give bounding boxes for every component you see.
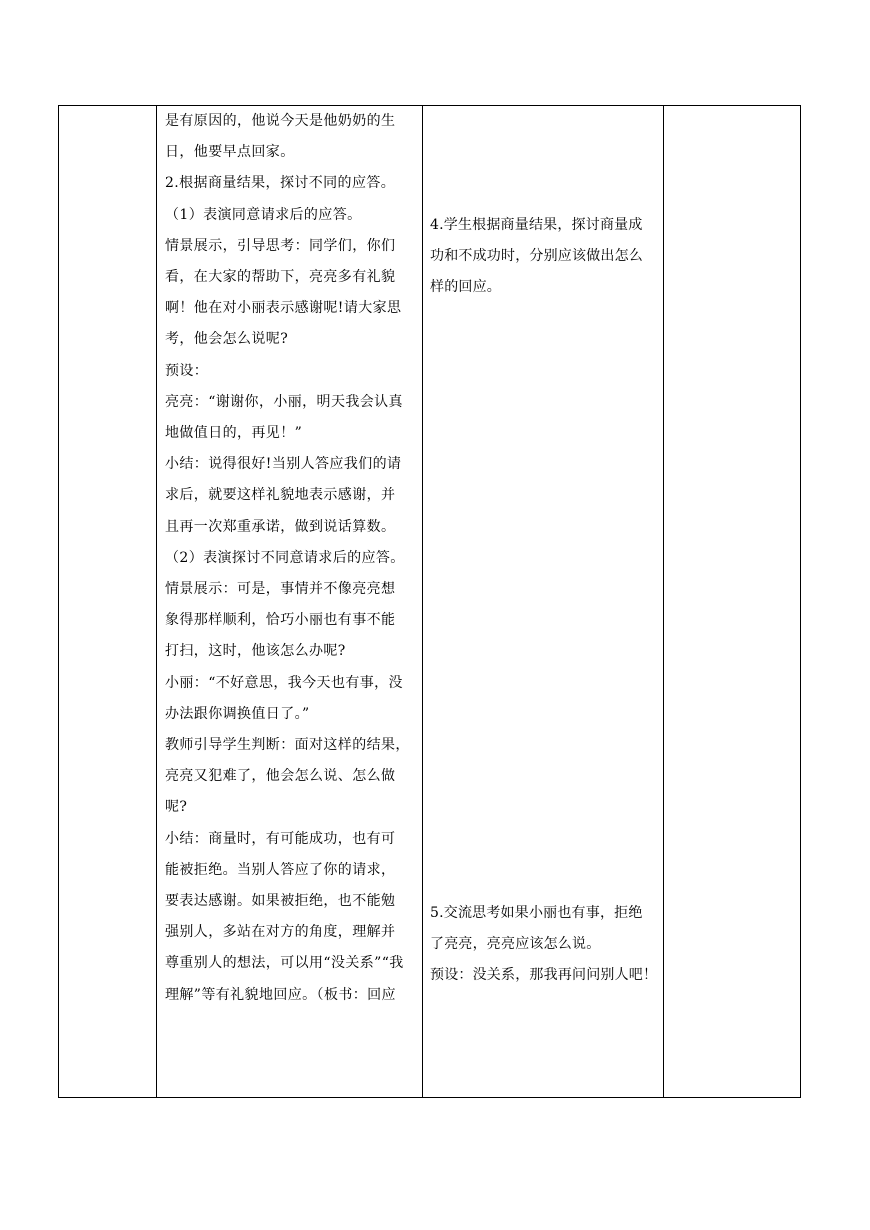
student-activity-text [423, 106, 663, 1096]
text-line: 办法跟你调换值日了。” [165, 705, 310, 722]
text-line: 情景展示：可是，事情并不像亮亮想 [165, 581, 396, 598]
text-line: 亮亮又犯难了，他会怎么说、怎么做 [165, 768, 396, 785]
text-line: 是有原因的，他说今天是他奶奶的生 [165, 113, 396, 129]
text-line: 考，他会怎么说呢? [165, 331, 289, 348]
text-line: 呢? [165, 799, 188, 816]
text-line: 小结：商量时，有可能成功，也有可 [165, 830, 396, 847]
text-line: 小丽：“不好意思，我今天也有事，没 [165, 674, 403, 691]
text-line: 能被拒绝。当别人答应了你的请求， [165, 861, 396, 878]
design-intent-cell [664, 106, 801, 1098]
text-line: 尊重别人的想法，可以用“没关系”“我 [165, 955, 404, 972]
lesson-plan-table [58, 105, 801, 1098]
text-line: 求后，就要这样礼貌地表示感谢，并 [165, 487, 396, 504]
text-line: 打扫，这时，他该怎么办呢? [165, 643, 346, 660]
text-line: 2.根据商量结果，探讨不同的应答。 [165, 175, 396, 192]
text-line: 日，他要早点回家。 [165, 144, 295, 161]
text-line: 要表达感谢。如果被拒绝，也不能勉 [165, 893, 396, 910]
text-line: （1）表演同意请求后的应答。 [165, 206, 362, 223]
student-step-5 [430, 898, 659, 992]
text-line: 象得那样顺利，恰巧小丽也有事不能 [165, 612, 396, 629]
teacher-activity-cell [157, 106, 423, 1098]
text-line: 了亮亮，亮亮应该怎么说。 [430, 936, 601, 953]
text-line: （2）表演探讨不同意请求后的应答。 [165, 549, 405, 566]
teacher-activity-text [157, 106, 422, 1011]
text-line: 理解”等有礼貌地回应。（板书：回应 [165, 986, 396, 1003]
student-activity-cell [423, 106, 664, 1098]
table-row [59, 106, 801, 1098]
text-line: 情景展示，引导思考：同学们，你们 [165, 237, 396, 254]
text-line: 5.交流思考如果小丽也有事，拒绝 [430, 905, 643, 921]
text-line: 亮亮：“谢谢你，小丽，明天我会认真 [165, 393, 403, 410]
text-line: 预设：没关系，那我再问问别人吧！ [430, 967, 658, 984]
student-step-4 [430, 210, 659, 304]
text-line: 强别人，多站在对方的角度，理解并 [165, 924, 396, 941]
text-line: 看，在大家的帮助下，亮亮多有礼貌 [165, 269, 396, 286]
text-line: 啊！他在对小丽表示感谢呢!请大家思 [165, 300, 402, 317]
text-line: 预设： [165, 362, 209, 379]
text-line: 地做值日的，再见！” [165, 425, 303, 442]
text-line: 教师引导学生判断：面对这样的结果， [165, 737, 410, 754]
text-line: 4.学生根据商量结果，探讨商量成 [430, 217, 643, 233]
text-line: 样的回应。 [430, 279, 501, 296]
text-line: 功和不成功时，分别应该做出怎么 [430, 248, 643, 265]
text-line: 小结：说得很好!当别人答应我们的请 [165, 456, 402, 473]
step-column-cell [59, 106, 157, 1098]
text-line: 且再一次郑重承诺，做到说话算数。 [165, 518, 396, 535]
